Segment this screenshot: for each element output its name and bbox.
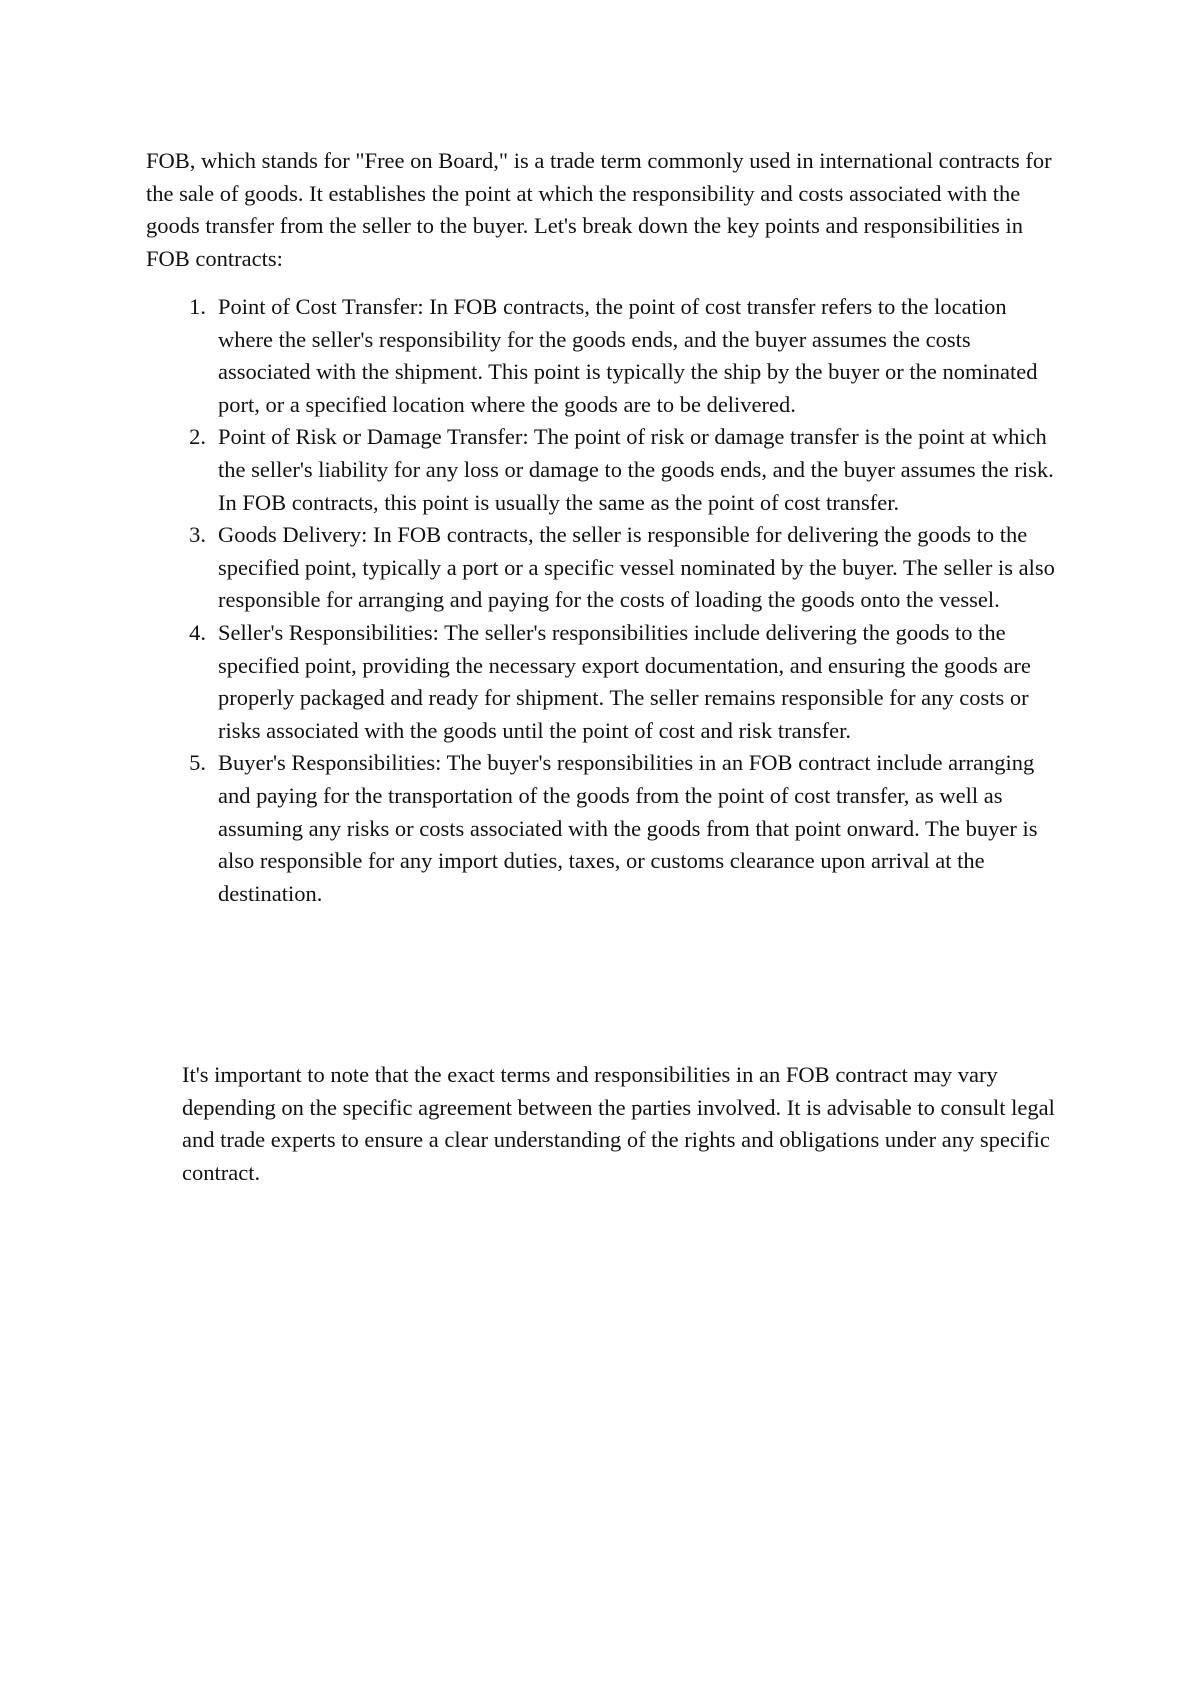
list-item-number: 1. [189, 294, 206, 319]
intro-paragraph: FOB, which stands for "Free on Board," is a trade term commonly used in international contracts for the sale of goods. It establishes the point at which the responsibility and costs associated with the goods transfer from the seller to the buyer. Let's break down the key points and responsibilities in FOB contracts: [146, 148, 1052, 271]
list-item-number: 4. [189, 619, 206, 645]
list-item-text: Seller's Responsibilities: The seller's responsibilities include delivering the goods to the specified point, providing the necessary export documentation, and ensuring the goods are properly packaged and ready for shipment. The seller remains responsible for any costs or risks associated with the goods until the point of cost and risk transfer. [218, 619, 1031, 743]
list-item [146, 519, 1066, 617]
list-item-text: Buyer's Responsibilities: The buyer's responsibilities in an FOB contract include arranging and paying for the transportation of the goods from the point of cost transfer, as well as assuming any risks or costs associated with the goods from that point onward. The buyer is also responsible for any import duties, taxes, or customs clearance upon arrival at the destination. [218, 750, 1038, 906]
list-item-number: 2. [189, 424, 206, 450]
list-item-text: Point of Cost Transfer: In FOB contracts, the point of cost transfer refers to the location where the seller's responsibility for the goods ends, and the buyer assumes the costs associated with the shipment. This point is typically the ship by the buyer or the nominated port, or a specified location where the goods are to be delivered. [218, 294, 1038, 417]
list-item-text: Goods Delivery: In FOB contracts, the seller is responsible for delivering the goods to the specified point, typically a port or a specific vessel nominated by the buyer. The seller is also responsible for arranging and paying for the costs of loading the goods onto the vessel. [218, 522, 1055, 613]
responsibilities-list [146, 291, 1066, 910]
list-item-number: 3. [189, 522, 206, 548]
list-item-number: 5. [189, 750, 206, 776]
list-item [146, 291, 1066, 421]
list-item [146, 617, 1066, 747]
list-item-text: Point of Risk or Damage Transfer: The point of risk or damage transfer is the point at which the seller's liability for any loss or damage to the goods ends, and the buyer assumes the risk. In FOB contracts, this point is usually the same as the point of cost transfer. [218, 424, 1054, 515]
list-item [146, 421, 1066, 519]
closing-paragraph: It's important to note that the exact terms and responsibilities in an FOB contract may vary depending on the specific agreement between the parties involved. It is advisable to consult legal and trade experts to ensure a clear understanding of the rights and obligations under any specific contract. [182, 1062, 1055, 1185]
list-item [146, 747, 1066, 910]
